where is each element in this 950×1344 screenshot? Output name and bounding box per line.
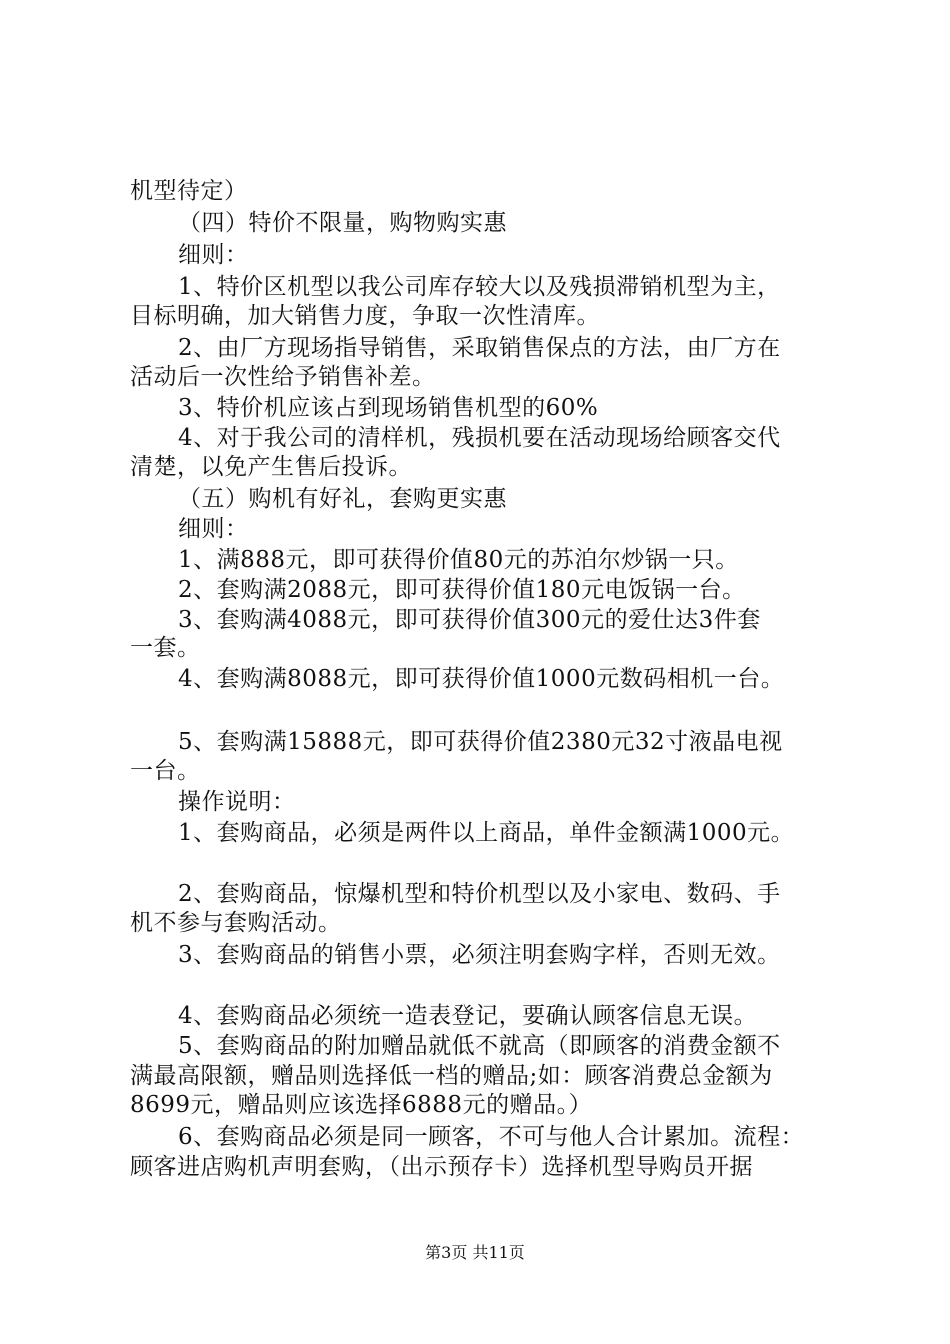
text-line: 5、套购商品的附加赠品就低不就高（即顾客的消费金额不 — [178, 1033, 781, 1059]
text-line: 1、满888元，即可获得价值80元的苏泊尔炒锅一只。 — [178, 547, 739, 573]
text-line: 清楚，以免产生售后投诉。 — [130, 454, 412, 480]
text-line: 4、套购商品必须统一造表登记，要确认顾客信息无误。 — [178, 1003, 758, 1029]
text-line: 一套。 — [130, 635, 201, 661]
text-line: 3、特价机应该占到现场销售机型的60% — [178, 395, 599, 421]
text-line: 2、套购商品，惊爆机型和特价机型以及小家电、数码、手 — [178, 881, 781, 907]
text-line: 3、套购商品的销售小票，必须注明套购字样，否则无效。 — [178, 942, 781, 968]
subheading: 操作说明： — [178, 789, 296, 815]
text-line: 目标明确，加大销售力度，争取一次性清库。 — [130, 303, 600, 329]
text-line: 3、套购满4088元，即可获得价值300元的爱仕达3件套 — [178, 607, 761, 633]
text-line: 2、套购满2088元，即可获得价值180元电饭锅一台。 — [178, 577, 746, 603]
subheading: 细则： — [178, 516, 249, 542]
text-line: 满最高限额，赠品则选择低一档的赠品;如：顾客消费总金额为 — [130, 1063, 773, 1089]
section-heading: （四）特价不限量，购物购实惠 — [178, 210, 507, 236]
section-heading: （五）购机有好礼，套购更实惠 — [178, 486, 507, 512]
text-line: 1、特价区机型以我公司库存较大以及残损滞销机型为主， — [178, 274, 781, 300]
text-line: 活动后一次性给予销售补差。 — [130, 364, 436, 390]
page-footer: 第3页 共11页 — [425, 1243, 525, 1262]
text-line: 4、套购满8088元，即可获得价值1000元数码相机一台。 — [178, 666, 785, 692]
text-line: 机型待定） — [130, 178, 248, 204]
subheading: 细则： — [178, 242, 249, 268]
text-line: 4、对于我公司的清样机，残损机要在活动现场给顾客交代 — [178, 425, 781, 451]
text-line: 6、套购商品必须是同一顾客，不可与他人合计累加。流程： — [178, 1124, 805, 1150]
text-line: 2、由厂方现场指导销售，采取销售保点的方法，由厂方在 — [178, 335, 781, 361]
text-line: 5、套购满15888元，即可获得价值2380元32寸液晶电视 — [178, 729, 783, 755]
text-line: 8699元，赠品则应该选择6888元的赠品。） — [130, 1092, 593, 1118]
text-line: 一台。 — [130, 758, 201, 784]
text-line: 机不参与套购活动。 — [130, 910, 342, 936]
text-line: 顾客进店购机声明套购，（出示预存卡）选择机型导购员开据 — [130, 1154, 753, 1180]
text-line: 1、套购商品，必须是两件以上商品，单件金额满1000元。 — [178, 820, 795, 846]
